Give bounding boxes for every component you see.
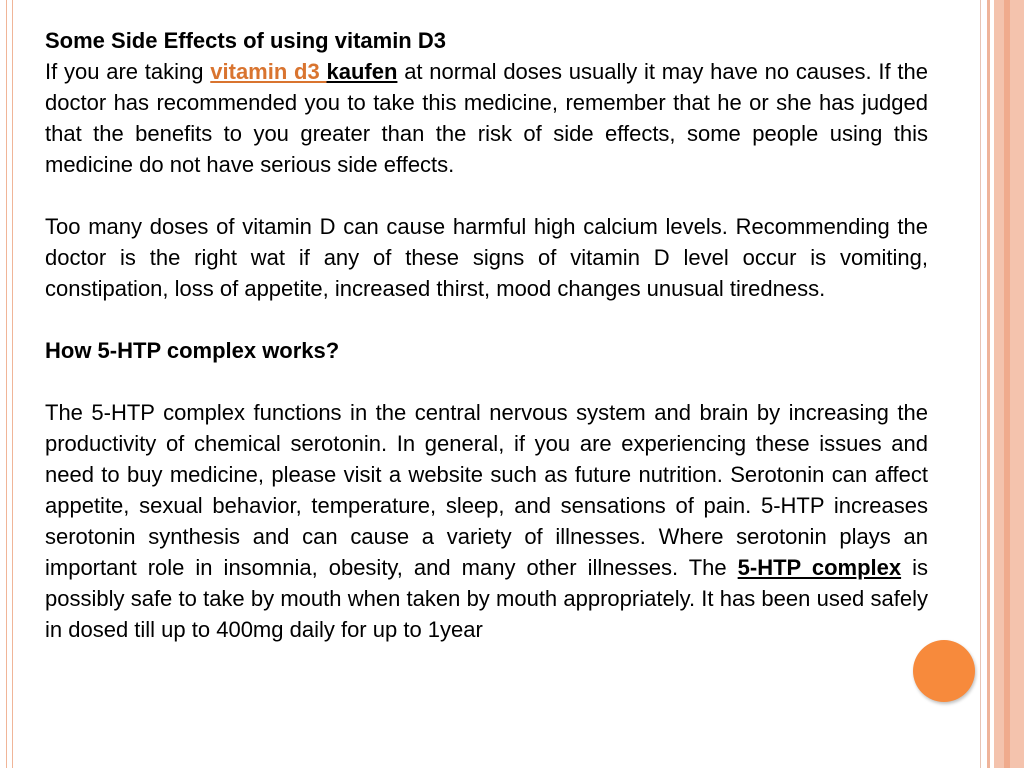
section-heading-side-effects: Some Side Effects of using vitamin D3 <box>45 28 446 53</box>
5htp-complex-link[interactable]: 5-HTP complex <box>737 555 902 580</box>
paragraph-5htp <box>45 397 928 645</box>
paragraph-text: is possibly safe to take by mouth when taken by mouth appropriately. It has been used safely in dosed till up to 400mg daily for up to 1year <box>45 555 928 642</box>
left-frame-decoration <box>0 0 13 768</box>
paragraph-calcium-levels: Too many doses of vitamin D can cause harmful high calcium levels. Recommending the doctor is the right wat if any of these signs of vitamin D level occur is vomiting, constipation, loss of appetite, increased thirst, mood changes unusual tiredness. <box>45 214 928 301</box>
orange-circle-decoration <box>913 640 975 702</box>
paragraph-side-effects-intro <box>45 56 928 180</box>
right-frame-decoration <box>980 0 1024 768</box>
paragraph-text: If you are taking <box>45 59 211 84</box>
paragraph-text: The 5-HTP complex functions in the central nervous system and brain by increasing the productivity of chemical serotonin. In general, if you are experiencing these issues and need to buy medicine, please visit a website such as future nutrition. Serotonin can affect appetite, sexual behavior, temperature, sleep, and sensations of pain. 5-HTP increases serotonin synthesis and can cause a variety of illnesses. Where serotonin plays an important role in insomnia, obesity, and many other illnesses. The <box>45 400 928 580</box>
vitamin-d3-link[interactable]: vitamin d3 <box>210 59 327 84</box>
paragraph-text: at normal doses usually it may have no causes. If the doctor has recommended you to take this medicine, remember that he or she has judged that the benefits to you greater than the risk of side effects, some people using this medicine do not have serious side effects. <box>45 59 928 177</box>
kaufen-link[interactable]: kaufen <box>326 59 398 84</box>
section-heading-5htp: How 5-HTP complex works? <box>45 338 340 363</box>
slide-body <box>45 25 928 645</box>
